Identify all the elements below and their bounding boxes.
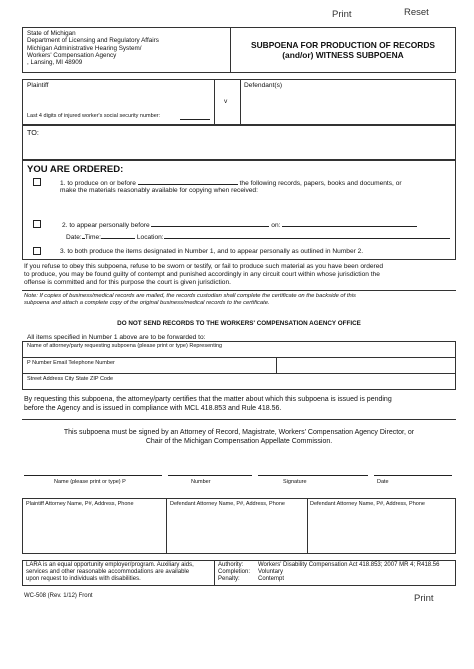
defendant-attorney-label-1: Defendant Attorney Name, P#, Address, Phone [170,501,285,507]
forward-address-input[interactable] [26,381,452,388]
authority-labels: Authority: Completion: Penalty: [218,562,251,583]
forward-row-divider-2 [22,373,456,374]
defendant-attorney-label-2: Defendant Attorney Name, P#, Address, Phone [310,501,425,507]
to-input[interactable] [42,127,452,157]
to-label: TO: [27,128,39,137]
signer-name-input[interactable] [24,468,162,476]
plaintiff-attorney-input[interactable] [25,509,163,551]
forward-phone-input[interactable] [280,360,452,371]
versus-label: v [224,98,228,105]
form-id: WC-508 (Rev. 1/12) Front [24,593,93,599]
authority-values: Workers' Disability Compensation Act 418.853; 2007 MR 4; R418.56 Voluntary Contempt [258,562,440,583]
signature-label: Signature [283,479,307,485]
certify-divider [22,419,456,420]
signer-name-label: Name (please print or type) P [54,479,126,485]
certify-paragraph: By requesting this subpoena, the attorney/party certifies that the matter about which this subpoena is issued is pending before the Agency and is issued in compliance with MCL 418.853 and Rule 418.56. [24,396,392,412]
print-button-top[interactable]: Print [332,9,352,20]
item2-person-blank[interactable] [151,221,269,227]
forward-col-divider [276,357,277,373]
signer-date-input[interactable] [374,468,452,476]
signer-number-input[interactable] [168,468,252,476]
signer-date-label: Date [377,479,389,485]
forward-row-divider-1 [22,357,456,358]
defendant-input[interactable] [244,92,452,122]
ssn-label: Last 4 digits of injured worker's social security number: [27,113,161,119]
item3-text: 3. to both produce the items designated in Number 1, and to appear personally as outlined in Number 2. [60,248,364,255]
item1-text-2: make the materials reasonably available for copying when received: [60,187,258,194]
warning-paragraph: If you refuse to obey this subpoena, refuse to be sworn or testify, or fail to produce such material as you have been ordered to produce, you may be found guilty of contempt and punished accordingly in any circuit court within whose jurisdiction the offense is committed and for this purpose the court is given jurisdiction. [24,263,384,287]
ordered-heading: YOU ARE ORDERED: [27,164,124,175]
defendant-label: Defendant(s) [244,82,283,89]
print-button-bottom[interactable]: Print [414,593,434,604]
item2-on-blank[interactable] [282,221,417,227]
note-paragraph: Note: If copies of business/medical records are mailed, the records custodian shall complete the certificate on the backside of this subpoena and attach a complete copy of the original business/medical records to the certificate. [24,293,356,307]
footer-divider [214,560,215,586]
do-not-send-notice: DO NOT SEND RECORDS TO THE WORKERS' COMPENSATION AGENCY OFFICE [117,320,361,327]
forward-pnum-input[interactable] [26,365,272,372]
item2-text: 2. to appear personally before on: [62,221,417,230]
forward-pnum-label: P Number Email Telephone Number [27,360,115,366]
signature-input[interactable] [258,468,368,476]
location-blank[interactable] [164,233,450,239]
plaintiff-input[interactable] [26,92,212,106]
warning-divider [22,290,456,291]
item2-checkbox[interactable] [33,220,41,228]
lara-notice: LARA is an equal opportunity employer/program. Auxiliary aids, services and other reasonable accommodations are available upon request to individuals with disabilities. [26,562,194,583]
parties-divider-right [240,79,241,125]
forward-address-label: Street Address City State ZIP Code [27,376,114,382]
forward-label: All items specified in Number 1 above are to be forwarded to: [27,334,206,341]
attorneys-divider-2 [307,498,308,554]
reset-button[interactable]: Reset [404,7,429,18]
signed-notice: This subpoena must be signed by an Attorney of Record, Magistrate, Workers' Compensation Agency Director, or Chair of the Michigan Compensation Appellate Commission. [63,429,415,445]
item1-date-blank[interactable] [138,179,238,185]
signer-number-label: Number [191,479,211,485]
form-title: SUBPOENA FOR PRODUCTION OF RECORDS (and/or) WITNESS SUBPOENA [251,40,435,60]
agency-address: State of Michigan Department of Licensing and Regulatory Affairs Michigan Administrative Hearing System/ Workers' Compensation Agency , Lansing, MI 48909 [27,30,159,67]
forward-name-label: Name of attorney/party requesting subpoena (please print or type) Representing [27,343,223,349]
defendant-attorney-input-1[interactable] [169,509,304,551]
item1-checkbox[interactable] [33,178,41,186]
item2-details: Date: Time: Location: [66,233,450,242]
header-divider [230,27,231,73]
forward-name-input[interactable] [26,349,452,356]
item3-checkbox[interactable] [33,247,41,255]
plaintiff-attorney-label: Plaintiff Attorney Name, P#, Address, Phone [26,501,134,507]
attorneys-divider-1 [166,498,167,554]
item1-text: 1. to produce on or before the following records, papers, books and documents, or [60,180,402,187]
parties-divider-left [214,79,215,125]
defendant-attorney-input-2[interactable] [310,509,453,551]
plaintiff-label: Plaintiff [27,82,49,89]
ssn-input[interactable] [180,112,210,120]
